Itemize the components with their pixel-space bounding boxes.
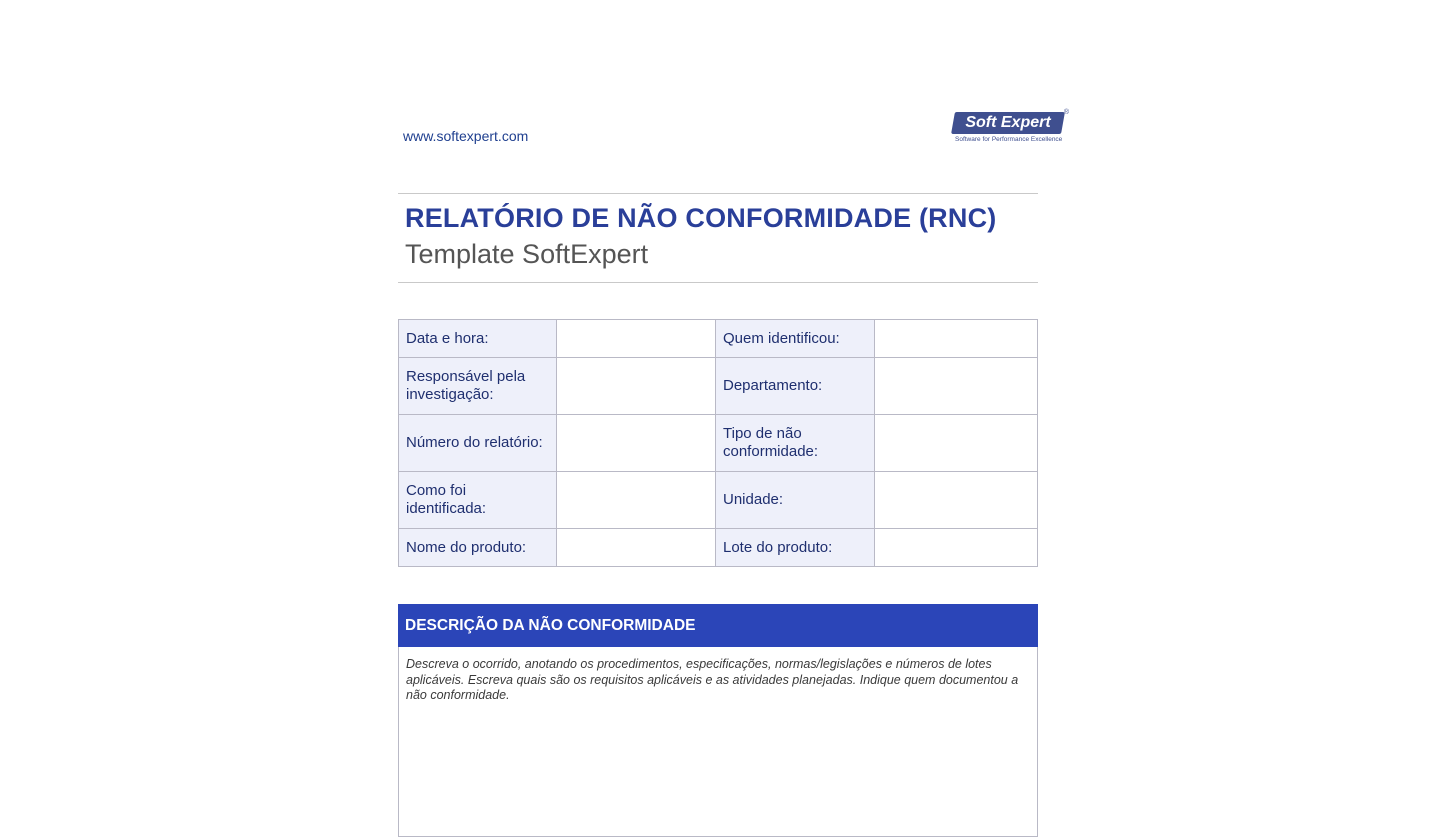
field-label-unit: Unidade: [716,472,875,529]
report-info-table [398,319,1038,567]
logo-tagline: Software for Performance Excellence [955,136,1063,143]
table-row [399,472,1038,529]
field-value-identified-by[interactable] [875,320,1038,358]
document-title: RELATÓRIO DE NÃO CONFORMIDADE (RNC) [405,203,997,233]
field-value-how-identified[interactable] [557,472,716,529]
field-label-report-number: Número do relatório: [399,415,557,472]
field-label-how-identified: Como foi identificada: [399,472,557,529]
field-label-investigation-owner: Responsável pela investigação: [399,358,557,415]
field-value-date-time[interactable] [557,320,716,358]
table-row [399,320,1038,358]
field-label-product-lot: Lote do produto: [716,529,875,567]
table-row [399,358,1038,415]
field-value-unit[interactable] [875,472,1038,529]
document-subtitle: Template SoftExpert [405,239,649,269]
field-label-nonconformity-type: Tipo de não conformidade: [716,415,875,472]
logo-registered-mark: ® [1063,109,1069,116]
field-label-department: Departamento: [716,358,875,415]
field-label-identified-by: Quem identificou: [716,320,875,358]
website-url: www.softexpert.com [403,128,529,144]
field-value-report-number[interactable] [557,415,716,472]
field-label-product-name: Nome do produto: [399,529,557,567]
title-bottom-divider [398,282,1038,283]
description-section-header: DESCRIÇÃO DA NÃO CONFORMIDADE [398,604,1038,647]
description-hint-text: Descreva o ocorrido, anotando os procedimentos, especificações, normas/legislações e números de lotes aplicáveis. Escreva quais são os requisitos aplicáveis e as atividades planejadas. Indique quem documentou a não conformidade. [406,657,1019,702]
description-text-area[interactable] [398,647,1038,837]
field-value-product-lot[interactable] [875,529,1038,567]
field-value-investigation-owner[interactable] [557,358,716,415]
softexpert-logo [953,109,1069,146]
table-row [399,529,1038,567]
title-top-divider [398,193,1038,194]
field-value-department[interactable] [875,358,1038,415]
field-value-product-name[interactable] [557,529,716,567]
field-value-nonconformity-type[interactable] [875,415,1038,472]
field-label-date-time: Data e hora: [399,320,557,358]
logo-wordmark: Soft Expert [965,114,1051,131]
table-row [399,415,1038,472]
